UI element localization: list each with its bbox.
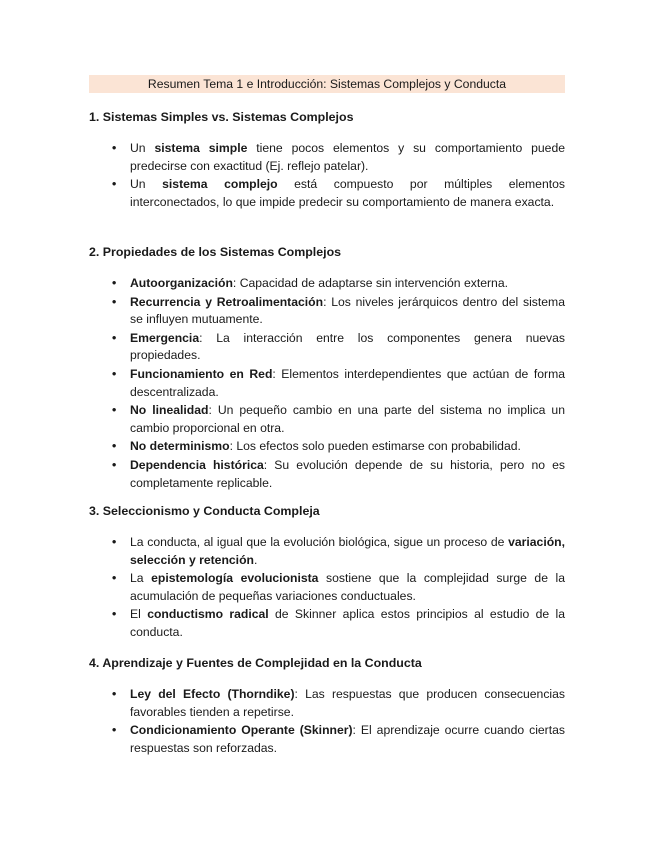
bullet-icon: •: [112, 723, 117, 738]
list-item: • No linealidad: Un pequeño cambio en una parte del sistema no implica un cambio proporcional en otra.: [112, 403, 565, 435]
section-heading: 3. Seleccionismo y Conducta Compleja: [89, 504, 320, 518]
bullet-list: [89, 275, 569, 492]
bullet-icon: •: [112, 366, 117, 381]
bullet-list: [89, 534, 569, 642]
section-heading: 4. Aprendizaje y Fuentes de Complejidad en la Conducta: [89, 656, 422, 670]
bullet-icon: •: [112, 687, 117, 701]
document-title: Resumen Tema 1 e Introducción: Sistemas Complejos y Conducta: [89, 75, 565, 93]
list-item: • Funcionamiento en Red: Elementos interdependientes que actúan de forma descentralizada.: [112, 366, 565, 399]
list-item: • Un sistema simple tiene pocos elementos y su comportamiento puede predecirse con exactitud (Ej. reflejo patelar).: [112, 141, 566, 173]
bullet-icon: •: [112, 294, 117, 309]
list-item: • La conducta, al igual que la evolución biológica, sigue un proceso de variación, selección y retención.: [112, 535, 565, 567]
bullet-icon: •: [112, 457, 117, 472]
list-item: • Condicionamiento Operante (Skinner): El aprendizaje ocurre cuando ciertas respuestas son reforzadas.: [112, 723, 565, 755]
list-item: • Recurrencia y Retroalimentación: Los niveles jerárquicos dentro del sistema se influyen mutuamente.: [112, 294, 565, 327]
list-item: • Dependencia histórica: Su evolución depende de su historia, pero no es completamente replicable.: [112, 457, 565, 490]
bullet-icon: •: [112, 439, 117, 454]
list-item: • La epistemología evolucionista sostiene que la complejidad surge de la acumulación de pequeñas variaciones conductuales.: [112, 571, 565, 603]
bullet-icon: •: [112, 403, 117, 418]
bullet-icon: •: [112, 177, 117, 192]
bullet-list: [89, 686, 569, 757]
bullet-icon: •: [112, 607, 117, 622]
section-heading: 1. Sistemas Simples vs. Sistemas Complejos: [89, 110, 354, 124]
section-1: [89, 108, 569, 212]
bullet-icon: •: [112, 330, 117, 345]
list-item: • Ley del Efecto (Thorndike): Las respuestas que producen consecuencias favorables tienden a repetirse.: [112, 687, 565, 719]
bullet-icon: •: [112, 276, 117, 290]
list-item: • Emergencia: La interacción entre los componentes genera nuevas propiedades.: [112, 330, 565, 363]
bullet-icon: •: [112, 571, 117, 586]
list-item: • No determinismo: Los efectos solo pueden estimarse con probabilidad.: [89, 438, 569, 456]
section-2: [89, 243, 569, 493]
section-3: [89, 502, 569, 643]
section-heading: 2. Propiedades de los Sistemas Complejos: [89, 245, 342, 259]
bullet-icon: •: [112, 535, 117, 549]
bullet-list: [89, 140, 569, 211]
list-item: • Un sistema complejo está compuesto por múltiples elementos interconectados, lo que impide predecir su comportamiento de manera exacta.: [112, 177, 565, 209]
list-item: • Autoorganización: Capacidad de adaptarse sin intervención externa.: [89, 275, 569, 293]
list-item: • El conductismo radical de Skinner aplica estos principios al estudio de la conducta.: [112, 607, 565, 639]
section-4: [89, 654, 569, 758]
bullet-icon: •: [112, 141, 117, 155]
